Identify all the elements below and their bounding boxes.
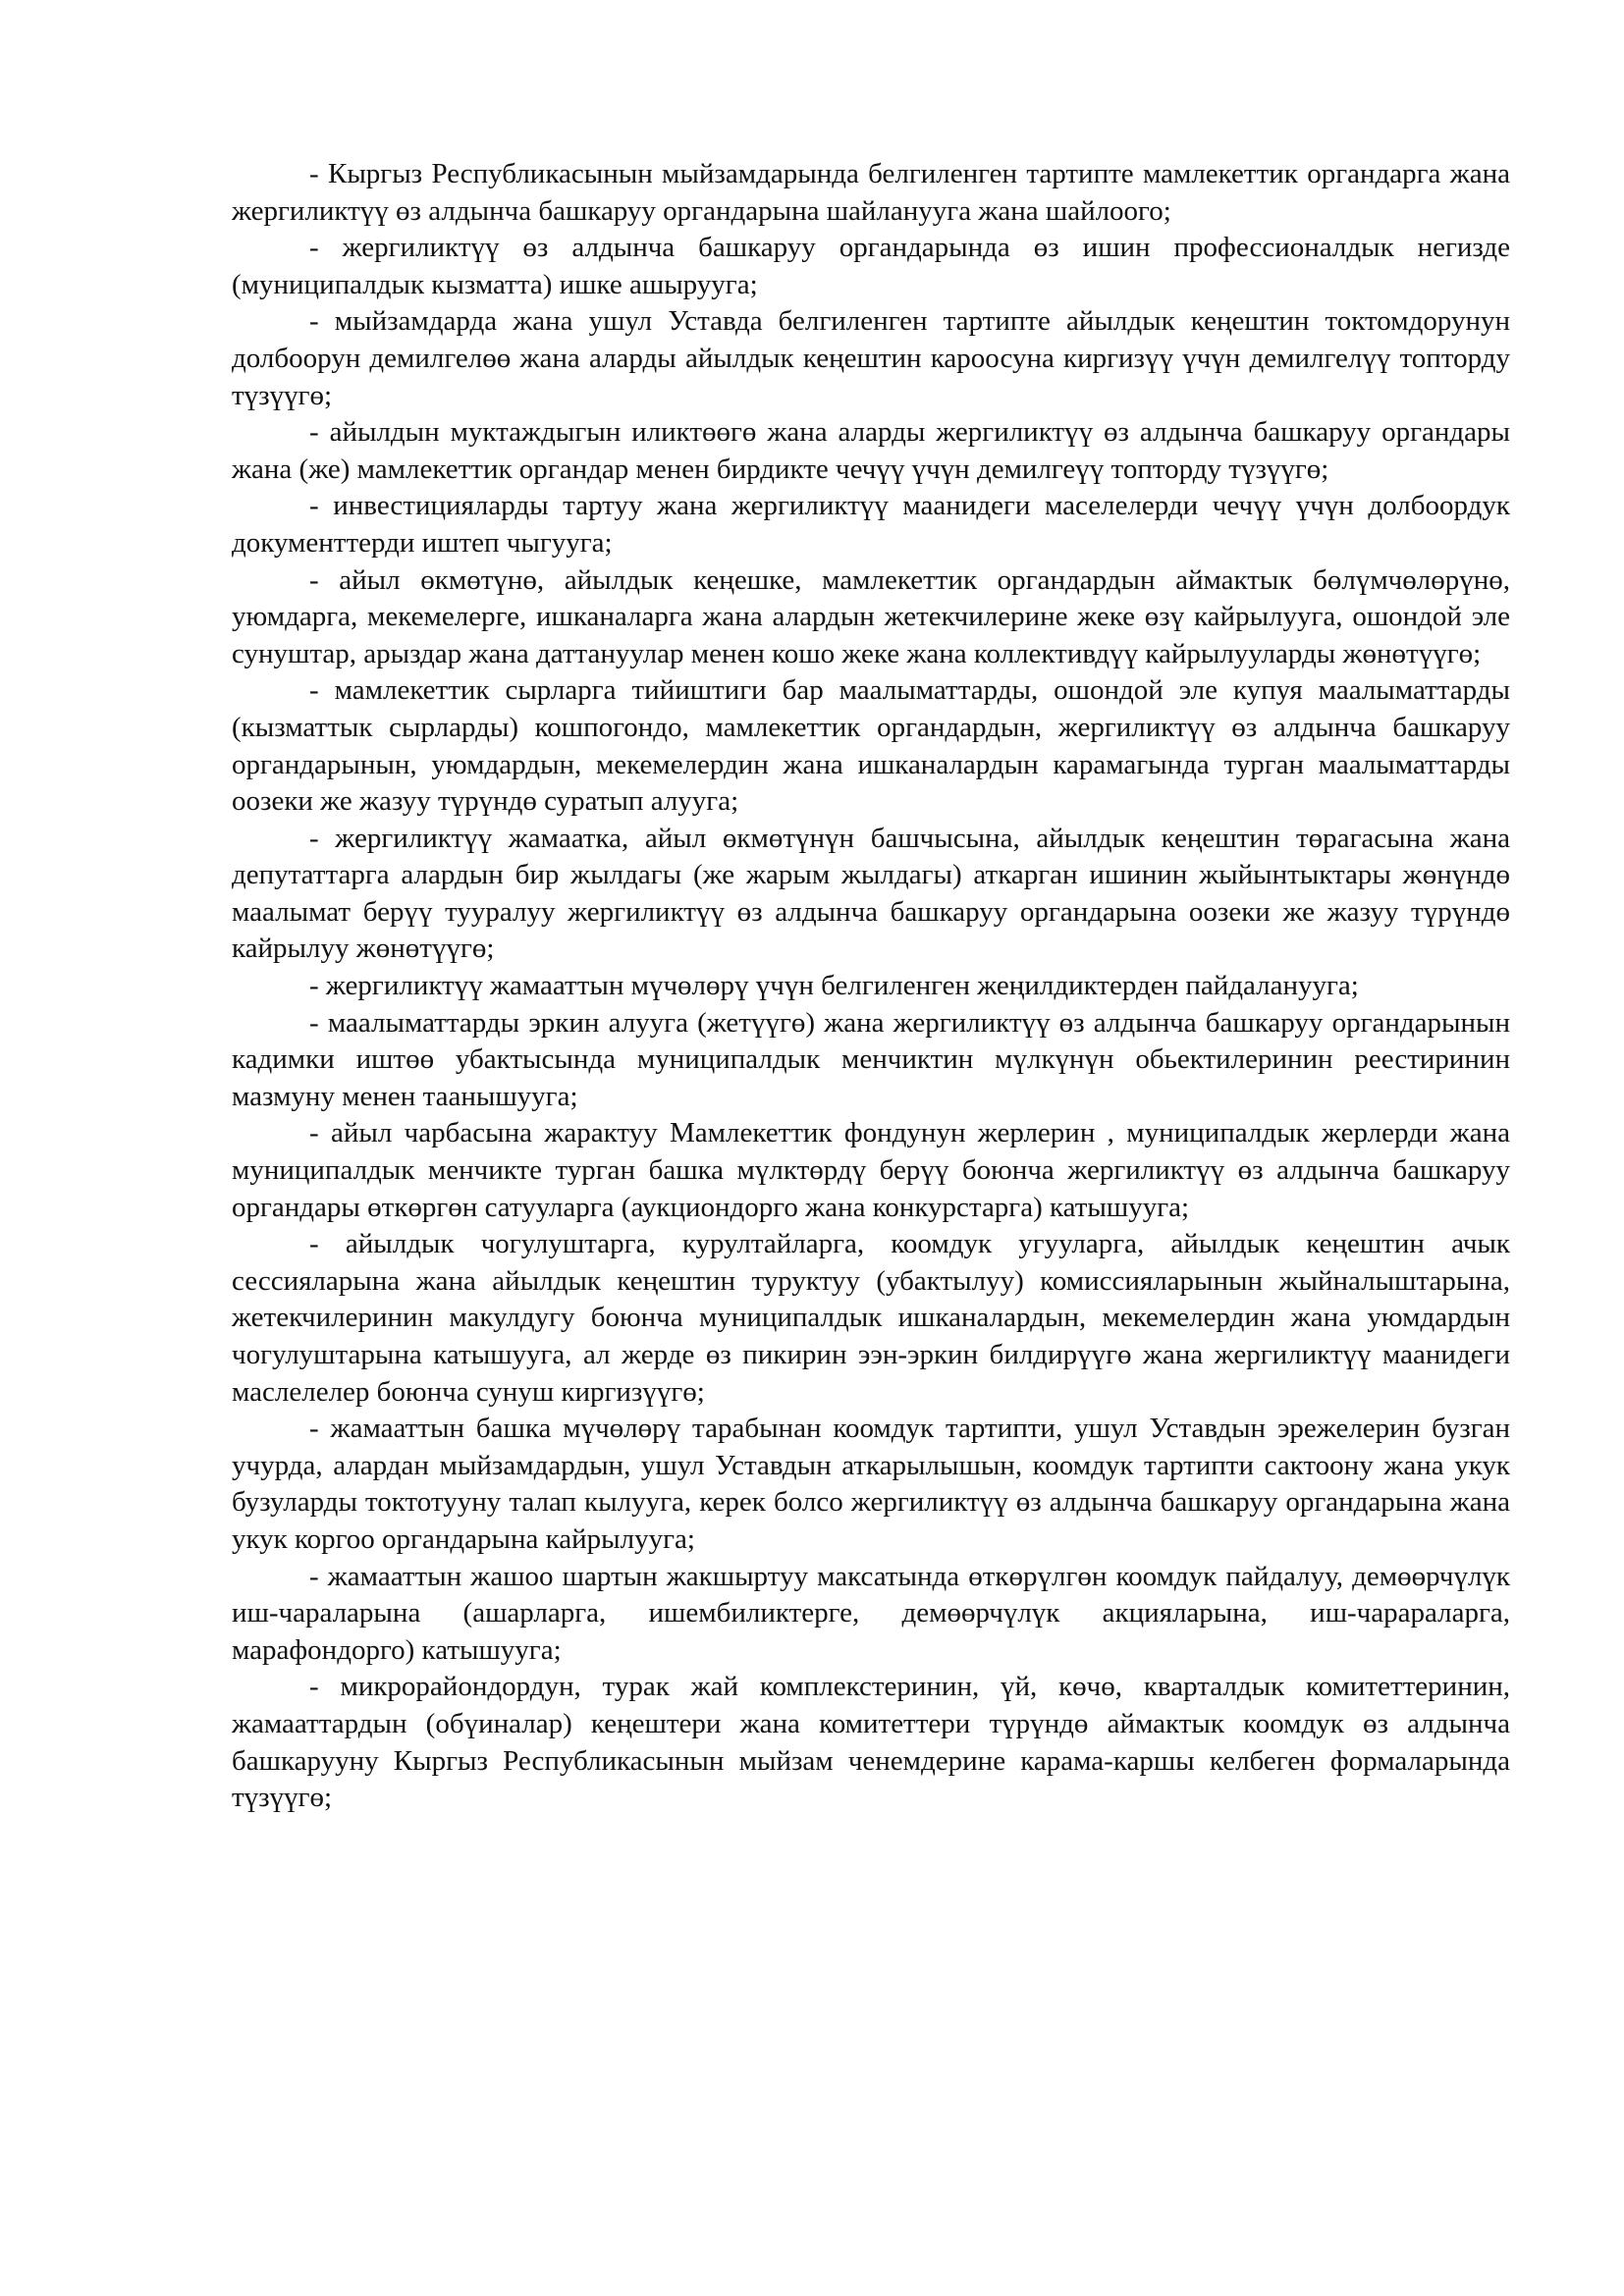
paragraph: - айылдын муктаждыгын иликтөөгө жана аларды жергиликтүү өз алдынча башкаруу органдары жана (же) мамлекеттик органдар менен бирдикте чечүү үчүн демилгеүү топторду түзүүгө; (232, 416, 1510, 485)
paragraph: - микрорайондордун, турак жай комплекстеринин, үй, көчө, кварталдык комитеттеринин, жамааттардын (обүиналар) кеңештери жана комитеттери түрүндө аймактык коомдук өз алдынча башкарууну Кыргыз Республикасынын мыйзам ченемдерине карама-каршы келбеген формаларында түзүүгө; (232, 1671, 1510, 1814)
paragraph: - жамааттын башка мүчөлөрү тарабынан коомдук тартипти, ушул Уставдын эрежелерин бузган учурда, алардан мыйзамдардын, ушул Уставдын аткарылышын, коомдук тартипти сактоону жана укук бузуларды токтотууну талап кылууга, керек болсо жергиликтүү өз алдынча башкаруу органдарына жана укук коргоо органдарына кайрылууга; (232, 1413, 1510, 1555)
paragraph: - жергиликтүү жамааттын мүчөлөрү үчүн белгиленген жеңилдиктерден пайдаланууга; (309, 970, 1359, 1002)
paragraph: - мыйзамдарда жана ушул Уставда белгиленген тартипте айылдык кеңештин токтомдорунун долбоорун демилгелөө жана аларды айылдык кеңештин кароосуна киргизүү үчүн демилгелүү топторду түзүүгө; (232, 305, 1510, 411)
paragraph: - маалыматтарды эркин алууга (жетүүгө) жана жергиликтүү өз алдынча башкаруу органдарынын кадимки иштөө убактысында муниципалдык менчиктин мүлкүнүн обьектилеринин реестиринин мазмуну менен таанышууга; (232, 1006, 1510, 1112)
paragraph: - инвестицияларды тартуу жана жергиликтүү маанидеги маселелерди чечүү үчүн долбоордук документтерди иштеп чыгууга; (232, 490, 1510, 559)
document-page (232, 156, 1510, 1817)
paragraph: - айылдык чогулуштарга, курултайларга, коомдук угууларга, айылдык кеңештин ачык сессияларына жана айылдык кеңештин туруктуу (убактылуу) комиссияларынын жыйналыштарына, жетекчилеринин макулдугу боюнча муниципалдык ишканалардын, мекемелердин жана уюмдардын чогулуштарына катышууга, ал жерде өз пикирин ээн-эркин билдирүүгө жана жергиликтүү маанидеги маслелелер боюнча сунуш киргизүүгө; (232, 1228, 1510, 1408)
paragraph: - айыл өкмөтүнө, айылдык кеңешке, мамлекеттик органдардын аймактык бөлүмчөлөрүнө, уюмдарга, мекемелерге, ишканаларга жана алардын жетекчилерине жеке өзү кайрылууга, ошондой эле сунуштар, арыздар жана даттануулар менен кошо жеке жана коллективдүү кайрылууларды жөнөтүүгө; (232, 563, 1510, 669)
paragraph: - Кыргыз Республикасынын мыйзамдарында белгиленген тартипте мамлекеттик органдарга жана жергиликтүү өз алдынча башкаруу органдарына шайланууга жана шайлоого; (232, 158, 1510, 227)
paragraph: - жергиликтүү жамаатка, айыл өкмөтүнүн башчысына, айылдык кеңештин төрагасына жана депутаттарга алардын бир жылдагы (же жарым жылдагы) аткарган ишинин жыйынтыктары жөнүндө маалымат берүү тууралуу жергиликтүү өз алдынча башкаруу органдарына оозеки же жазуу түрүндө кайрылуу жөнөтүүгө; (232, 822, 1510, 965)
paragraph: - мамлекеттик сырларга тийиштиги бар маалыматтарды, ошондой эле купуя маалыматтарды (кызматтык сырларды) кошпогондо, мамлекеттик органдардын, жергиликтүү өз алдынча башкаруу органдарынын, уюмдардын, мекемелердин жана ишканалардын карамагында турган маалыматтарды оозеки же жазуу түрүндө суратып алууга; (232, 674, 1510, 818)
paragraph: - жергиликтүү өз алдынча башкаруу органдарында өз ишин профессионалдык негизде (муниципалдык кызматта) ишке ашырууга; (232, 232, 1510, 300)
paragraph: - жамааттын жашоо шартын жакшыртуу максатында өткөрүлгөн коомдук пайдалуу, демөөрчүлүк иш-чараларына (ашарларга, ишембиликтерге, демөөрчүлүк акцияларына, иш-чарараларга, марафондорго) катышууга; (232, 1560, 1510, 1666)
paragraph: - айыл чарбасына жарактуу Мамлекеттик фондунун жерлерин , муниципалдык жерлерди жана муниципалдык менчикте турган башка мүлктөрдү берүү боюнча жергиликтүү өз алдынча башкаруу органдары өткөргөн сатууларга (аукциондорго жана конкурстарга) катышууга; (232, 1117, 1510, 1223)
